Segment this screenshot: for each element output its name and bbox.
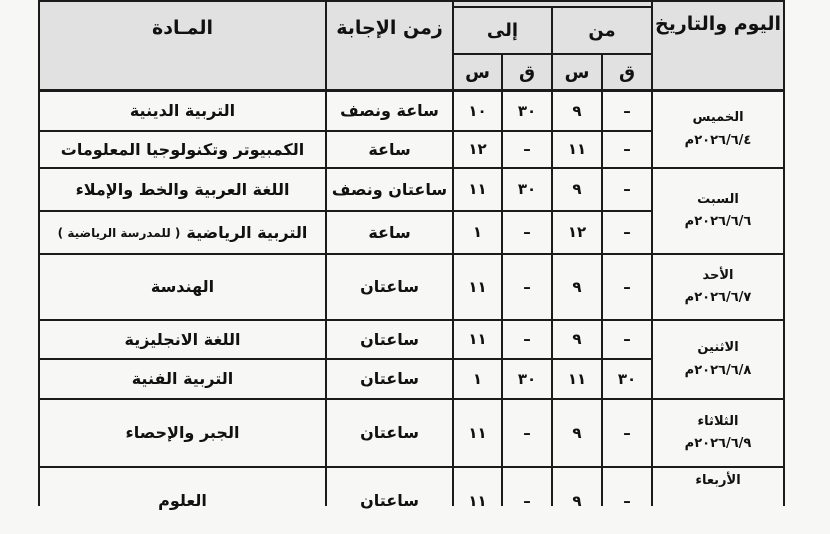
exam-date: ٢٠٢٦/٦/٧م bbox=[684, 290, 752, 305]
from-hour-cell: ٩ bbox=[572, 277, 582, 296]
from-minute-cell: – bbox=[623, 180, 631, 199]
exam-date: ٢٠٢٦/٦/٩م bbox=[684, 436, 752, 451]
exam-date: ٢٠٢٦/٦/٦م bbox=[684, 214, 752, 229]
from-hour-cell: ١٢ bbox=[567, 223, 587, 242]
subject-cell: الكمبيوتر وتكنولوجيا المعلومات bbox=[60, 139, 305, 159]
to-minute-cell: ٣٠ bbox=[517, 180, 537, 199]
header-duration: زمن الإجابة bbox=[336, 16, 443, 39]
from-hour-cell: ١١ bbox=[567, 140, 587, 159]
header-subject: المـادة bbox=[152, 16, 213, 39]
from-hour-cell: ٩ bbox=[572, 491, 582, 510]
from-minute-cell: – bbox=[623, 330, 631, 349]
day-name: الأحد bbox=[702, 267, 734, 283]
subject-cell: الجبر والإحصاء bbox=[125, 423, 240, 442]
day-date-cell bbox=[653, 468, 783, 506]
day-date-cell bbox=[653, 169, 783, 253]
to-hour-cell: ١ bbox=[472, 369, 483, 388]
day-name: الأربعاء bbox=[695, 473, 741, 488]
to-hour-cell: ١ bbox=[472, 223, 483, 242]
exam-date: ٢٠٢٦/٦/٤م bbox=[684, 132, 752, 148]
to-hour-cell: ١٢ bbox=[468, 140, 487, 159]
to-hour-cell: ١١ bbox=[468, 180, 487, 199]
duration-cell: ساعتان bbox=[360, 329, 419, 349]
to-hour-cell: ١١ bbox=[468, 491, 487, 510]
to-minute-cell: – bbox=[523, 423, 531, 442]
to-minute-cell: – bbox=[523, 140, 531, 159]
subject-cell: التربية الفنية bbox=[131, 369, 234, 388]
duration-cell: ساعة ونصف bbox=[340, 101, 439, 120]
duration-cell: ساعة bbox=[368, 222, 411, 242]
from-minute-cell: ٣٠ bbox=[617, 369, 637, 388]
day-name: السبت bbox=[697, 191, 739, 207]
to-minute-cell: – bbox=[523, 491, 531, 510]
to-hour-cell: ١١ bbox=[468, 423, 487, 442]
header-to-hour: س bbox=[465, 61, 490, 83]
day-date-cell bbox=[653, 321, 783, 398]
subject-name: التربية الرياضية bbox=[186, 222, 308, 242]
to-minute-cell: – bbox=[523, 330, 531, 349]
to-minute-cell: ٣٠ bbox=[517, 369, 537, 388]
header-day-date: اليوم والتاريخ bbox=[655, 12, 781, 35]
duration-cell: ساعتان bbox=[360, 491, 419, 510]
duration-cell: ساعتان ونصف bbox=[331, 179, 448, 199]
subject-cell: اللغة الانجليزية bbox=[124, 329, 241, 349]
to-minute-cell: – bbox=[523, 277, 531, 296]
to-hour-cell: ١٠ bbox=[468, 101, 487, 120]
day-date-cell bbox=[653, 255, 783, 319]
day-name: الاثنين bbox=[697, 340, 739, 356]
from-minute-cell: – bbox=[623, 423, 631, 442]
header-to-minute: ق bbox=[518, 61, 536, 83]
from-hour-cell: ٩ bbox=[572, 423, 582, 442]
subject-cell: العلوم bbox=[158, 491, 207, 510]
to-hour-cell: ١١ bbox=[468, 277, 487, 296]
day-date-cell bbox=[653, 92, 783, 167]
to-minute-cell: – bbox=[523, 223, 531, 242]
from-hour-cell: ٩ bbox=[572, 101, 582, 120]
day-date-cell bbox=[653, 400, 783, 466]
to-hour-cell: ١١ bbox=[468, 330, 487, 349]
from-minute-cell: – bbox=[623, 277, 631, 296]
day-name: الثلاثاء bbox=[697, 413, 739, 429]
duration-cell: ساعة bbox=[368, 139, 411, 159]
duration-cell: ساعتان bbox=[360, 369, 419, 388]
from-minute-cell: – bbox=[623, 140, 631, 159]
header-from: من bbox=[588, 20, 616, 41]
header-to: إلى bbox=[486, 20, 519, 41]
header-from-hour: س bbox=[564, 61, 590, 83]
from-minute-cell: – bbox=[623, 491, 631, 510]
from-minute-cell: – bbox=[623, 223, 631, 242]
duration-cell: ساعتان bbox=[360, 423, 419, 442]
header-from-minute: ق bbox=[618, 61, 636, 83]
subject-note: ( للمدرسة الرياضية ) bbox=[57, 225, 181, 240]
to-minute-cell: ٣٠ bbox=[517, 101, 537, 120]
duration-cell: ساعتان bbox=[360, 277, 419, 296]
from-hour-cell: ٩ bbox=[572, 330, 582, 349]
from-hour-cell: ٩ bbox=[572, 180, 582, 199]
subject-cell bbox=[40, 212, 325, 253]
subject-cell: الهندسة bbox=[150, 277, 215, 296]
exam-date: ٢٠٢٦/٦/٨م bbox=[684, 362, 752, 378]
subject-cell: اللغة العربية والخط والإملاء bbox=[75, 179, 290, 199]
day-name: الخميس bbox=[692, 110, 744, 126]
from-hour-cell: ١١ bbox=[567, 369, 587, 388]
subject-cell: التربية الدينية bbox=[129, 101, 236, 120]
from-minute-cell: – bbox=[623, 101, 631, 120]
